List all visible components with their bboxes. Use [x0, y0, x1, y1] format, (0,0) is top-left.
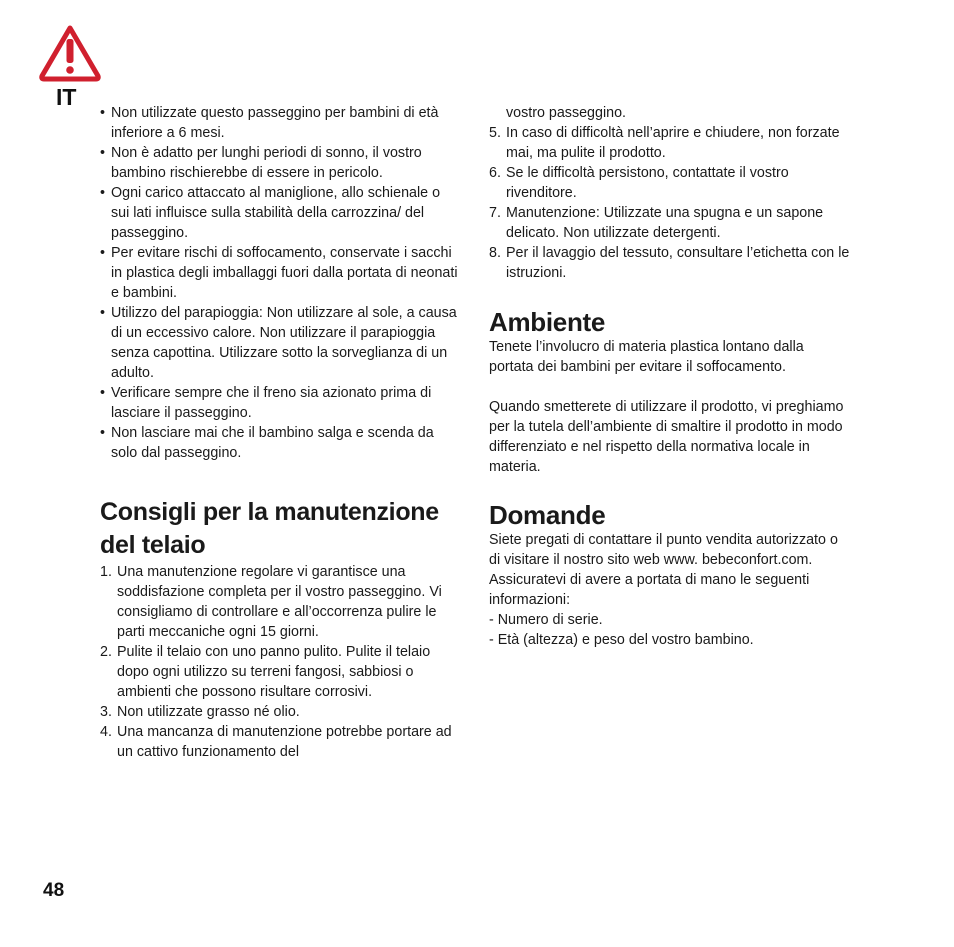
list-item	[100, 562, 460, 642]
warning-triangle-icon	[38, 24, 102, 82]
step-text: Per il lavaggio del tessuto, consultare l’etichetta con le istruzioni.	[506, 245, 850, 281]
maintenance-steps-list-continued	[489, 123, 851, 283]
step-text: Se le difficoltà persistono, contattate il vostro rivenditore.	[506, 165, 789, 201]
step-number: 4.	[100, 724, 112, 740]
list-item	[489, 203, 851, 243]
continuation-text: vostro passeggino.	[506, 105, 627, 121]
step-text: Pulite il telaio con uno panno pulito. Pulite il telaio dopo ogni utilizzo su terreni fangosi, sabbiosi o ambienti che possono risultare corrosivi.	[117, 644, 431, 700]
list-item	[489, 123, 851, 163]
step-number: 1.	[100, 564, 112, 580]
section-heading-domande: Domande	[489, 500, 606, 530]
list-item	[489, 163, 851, 203]
list-item: • Non utilizzate questo passeggino per bambini di età inferiore a 6 mesi.	[100, 103, 460, 143]
domande-paragraph: Siete pregati di contattare il punto vendita autorizzato o di visitare il nostro sito web www. bebeconfort.com. Assicuratevi di avere a portata di mano le seguenti informazioni:	[489, 532, 838, 608]
list-item	[100, 642, 460, 702]
step-number: 2.	[100, 644, 112, 660]
step-text: Una mancanza di manutenzione potrebbe portare ad un cattivo funzionamento del	[117, 724, 452, 760]
step-number: 8.	[489, 245, 501, 261]
step-text: Una manutenzione regolare vi garantisce una soddisfazione completa per il vostro passeggino. Vi consigliamo di controllare e all’occorrenza pulire le parti meccaniche ogni 15 giorni.	[117, 564, 442, 640]
step-number: 7.	[489, 205, 501, 221]
domande-item-serial: - Numero di serie.	[489, 612, 603, 628]
list-item	[100, 722, 460, 762]
page-number: 48	[43, 880, 65, 901]
list-item: • Non è adatto per lunghi periodi di sonno, il vostro bambino rischierebbe di essere in pericolo.	[100, 143, 460, 183]
safety-warnings-list	[100, 103, 460, 463]
ambiente-paragraph-1: Tenete l’involucro di materia plastica lontano dalla portata dei bambini per evitare il soffocamento.	[489, 339, 804, 375]
step-number: 5.	[489, 125, 501, 141]
section-heading-ambiente: Ambiente	[489, 307, 606, 337]
step-text: In caso di difficoltà nell’aprire e chiudere, non forzate mai, ma pulite il prodotto.	[506, 125, 840, 161]
maintenance-steps-list	[100, 562, 460, 762]
domande-item-age-weight: - Età (altezza) e peso del vostro bambino.	[489, 632, 754, 648]
list-item: • Ogni carico attaccato al maniglione, allo schienale o sui lati influisce sulla stabilità della carrozzina/ del passeggino.	[100, 183, 460, 243]
list-item: • Non lasciare mai che il bambino salga e scenda da solo dal passeggino.	[100, 423, 460, 463]
list-item: • Utilizzo del parapioggia: Non utilizzare al sole, a causa di un eccessivo calore. Non utilizzare il parapioggia senza capottina. Utilizzare sotto la sorveglianza di un adulto.	[100, 303, 460, 383]
left-column	[100, 103, 460, 762]
ambiente-paragraph-2: Quando smetterete di utilizzare il prodotto, vi preghiamo per la tutela dell’ambiente di smaltire il prodotto in modo differenziato e nel rispetto della normativa locale in materia.	[489, 399, 844, 475]
language-code: IT	[56, 84, 77, 110]
step-text: Manutenzione: Utilizzate una spugna e un sapone delicato. Non utilizzate detergenti.	[506, 205, 824, 241]
right-column	[489, 103, 851, 650]
step-number: 3.	[100, 704, 112, 720]
step-number: 6.	[489, 165, 501, 181]
list-item: • Per evitare rischi di soffocamento, conservate i sacchi in plastica degli imballaggi fuori dalla portata di neonati e bambini.	[100, 243, 460, 303]
list-item: • Verificare sempre che il freno sia azionato prima di lasciare il passeggino.	[100, 383, 460, 423]
list-item	[100, 702, 460, 722]
list-item	[489, 243, 851, 283]
section-heading-maintenance: Consigli per la manutenzione del telaio	[100, 498, 439, 559]
step-text: Non utilizzate grasso né olio.	[117, 704, 300, 720]
